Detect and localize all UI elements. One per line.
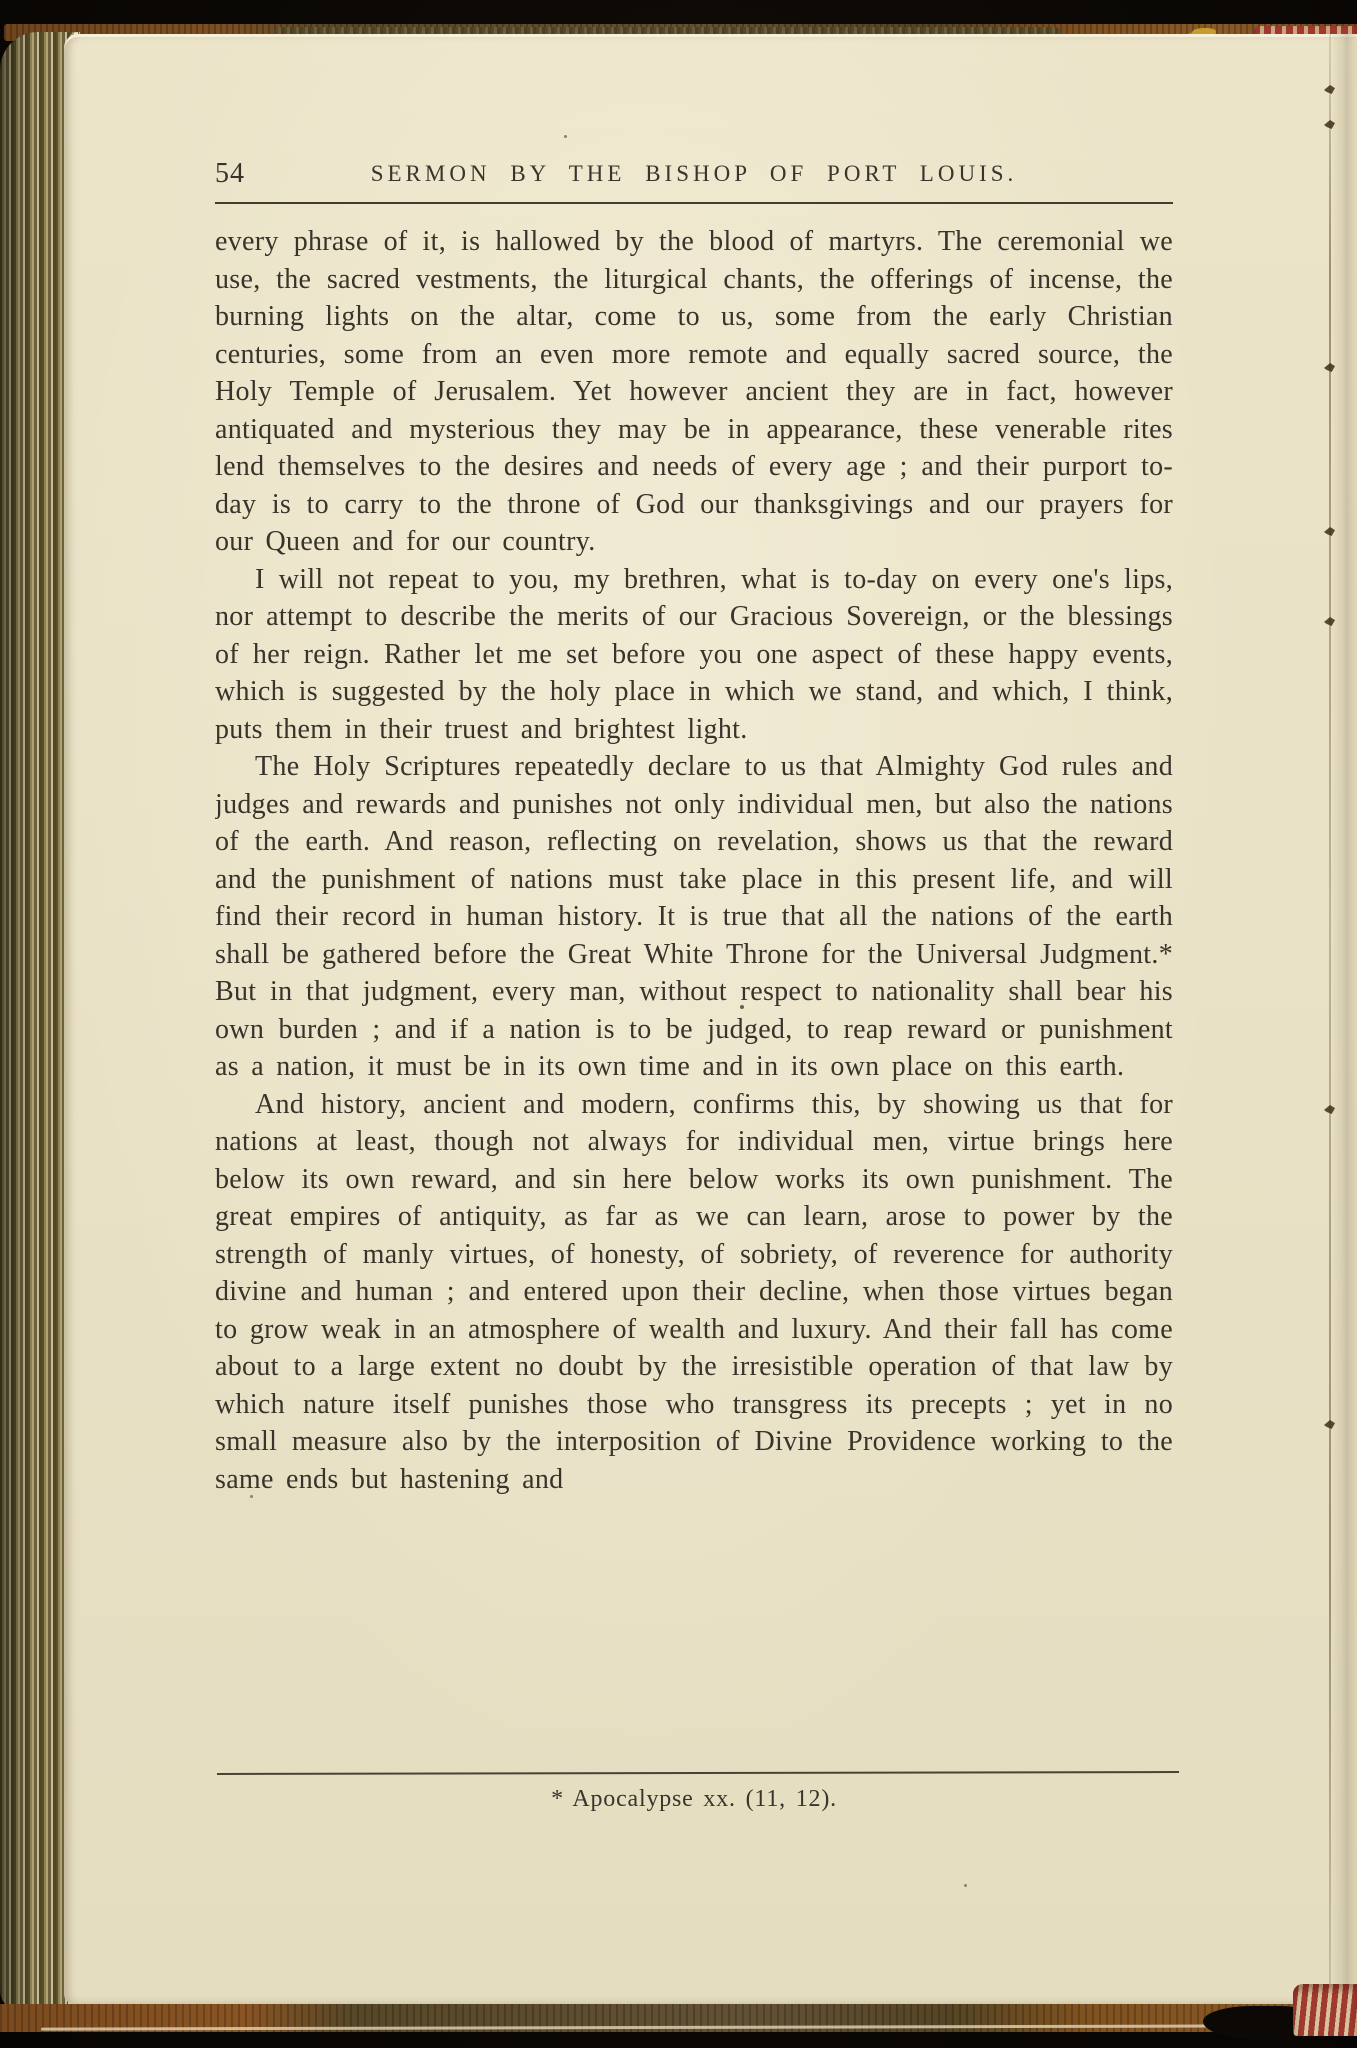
header-rule bbox=[215, 202, 1173, 204]
paper-speck bbox=[964, 1884, 967, 1887]
paragraph: I will not repeat to you, my brethren, what is to-day on every one's lips, nor attempt to describe the merits of our Gracious Sovereign, or the blessings of her reign. Rather let me set before you one aspect of these happy events, which is suggested by the holy place in which we stand, and which, I think, puts them in their truest and brightest light. bbox=[215, 563, 1173, 745]
book-page bbox=[64, 34, 1357, 2004]
footnote-rule bbox=[217, 1771, 1179, 1775]
gutter-crease bbox=[1329, 34, 1331, 2004]
paragraph: And history, ancient and modern, confirms this, by showing us that for nations at least, though not always for individual men, virtue brings here below its own reward, and sin here below works its own punishment. The great empires of antiquity, as far as we can learn, arose to power by the strength of manly virtues, of honesty, of sobriety, of reverence for authority divine and human ; and entered upon their decline, when those virtues began to grow weak in an atmosphere of wealth and luxury. And their fall has come about to a large extent no doubt by the irresistible operation of that law by which nature itself punishes those who transgress its precepts ; yet in no small measure also by the interposition of Divine Providence working to the same ends but hastening and bbox=[215, 1088, 1173, 1495]
headband-bottom-right bbox=[1293, 1984, 1357, 2036]
paper-speck bbox=[564, 135, 567, 138]
paragraph: every phrase of it, is hallowed by the blood of martyrs. The ceremonial we use, the sacred vestments, the liturgical chants, the offerings of incense, the burning lights on the altar, come to us, some from the early Christian centuries, some from an even more remote and equally sacred source, the Holy Temple of Jerusalem. Yet however ancient they are in fact, however antiquated and mysterious they may be in appearance, these venerable rites lend themselves to the desires and needs of every age ; and their purport to-day is to carry to the throne of God our thanksgivings and our prayers for our Queen and for our country. bbox=[215, 226, 1173, 557]
paragraph: The Holy Scriptures repeatedly declare to us that Almighty God rules and judges and rewards and punishes not only individual men, but also the nations of the earth. And reason, reflecting on revelation, shows us that the reward and the punishment of nations must take place in this present life, and will find their record in human history. It is true that all the nations of the earth shall be gathered before the Great White Throne for the Universal Judgment.* But in that judgment, every man, without respect to nationality shall bear his own burden ; and if a nation is to be judged, to reap reward or punishment as a nation, it must be in its own time and in its own place on this earth. bbox=[215, 751, 1173, 1082]
book-cover-bottom-edge bbox=[0, 2004, 1357, 2032]
page-number: 54 bbox=[215, 158, 245, 189]
gutter-shadow bbox=[1330, 34, 1357, 2004]
body-text bbox=[215, 223, 1173, 1768]
footnote: * Apocalypse xx. (11, 12). bbox=[551, 1786, 837, 1812]
running-title: SERMON BY THE BISHOP OF PORT LOUIS. bbox=[370, 161, 1018, 186]
